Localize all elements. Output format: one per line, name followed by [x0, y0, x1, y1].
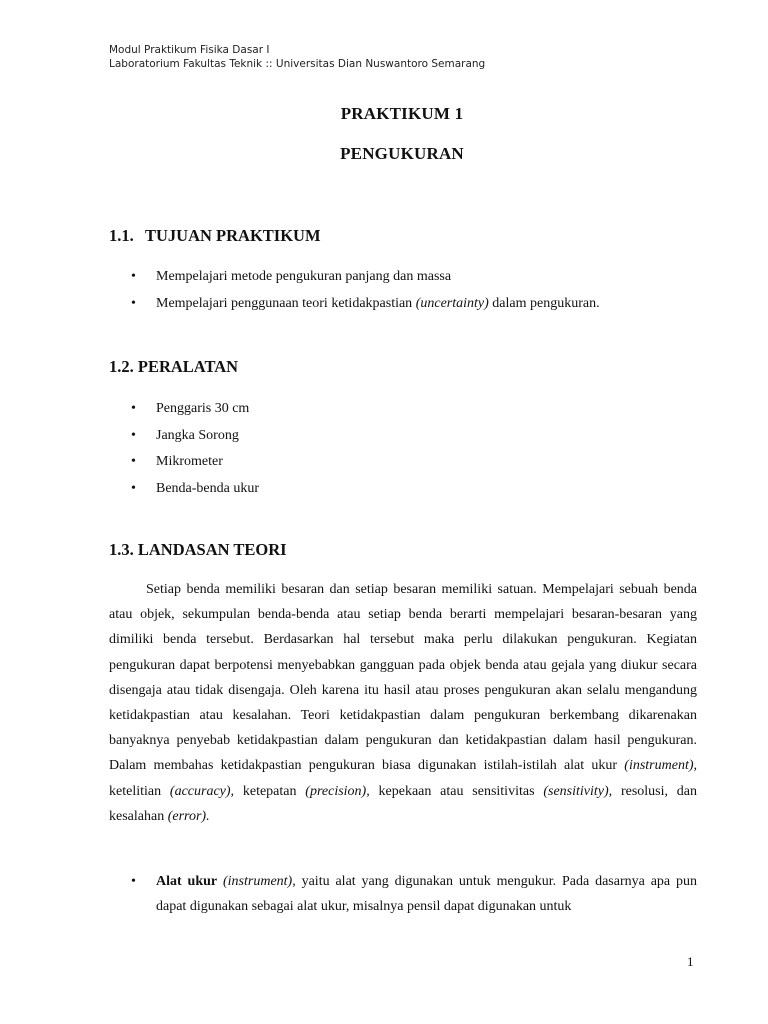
term-alat-ukur: Alat ukur: [156, 874, 218, 889]
tujuan-list: [131, 266, 600, 319]
section-number: 1.2.: [109, 357, 134, 376]
definition-alat-ukur: • Alat ukur (instrument), yaitu alat yang digunakan untuk mengukur. Pada dasarnya apa pun dapat digunakan sebagai alat ukur, misalnya pensil dapat digunakan untuk: [131, 869, 697, 919]
list-item: • Penggaris 30 cm: [131, 398, 259, 425]
list-item: • Benda-benda ukur: [131, 478, 259, 505]
section-heading-peralatan: [109, 357, 238, 377]
peralatan-list: [131, 398, 259, 504]
list-item: • Mikrometer: [131, 451, 259, 478]
section-title: LANDASAN TEORI: [137, 540, 287, 559]
section-title: PERALATAN: [137, 357, 239, 376]
section-heading-landasan-teori: [109, 540, 287, 560]
section-title: TUJUAN PRAKTIKUM: [145, 226, 321, 245]
section-number: 1.3.: [109, 540, 134, 559]
running-header: [109, 43, 485, 71]
list-item: • Jangka Sorong: [131, 425, 259, 452]
body-paragraph: Setiap benda memiliki besaran dan setiap besaran memiliki satuan. Mempelajari sebuah benda atau objek, sekumpulan benda-benda atau setiap benda berarti mempelajari besaran-besaran yang dimiliki benda tersebut. Berdasarkan hal tersebut maka perlu dilakukan pengukuran. Kegiatan pengukuran dapat berpotensi menyebabkan gangguan pada objek benda atau gejala yang diukur secara disengaja atau tidak disengaja. Oleh karena itu hasil atau proses pengukuran akan selalu mengandung ketidakpastian atau kesalahan. Teori ketidakpastian dalam pengukuran berkembang dikarenakan banyaknya penyebab ketidakpastian dalam pengukuran dan ketidakpastian dalam hasil pengukuran. Dalam membahas ketidakpastian pengukuran biasa digunakan istilah-istilah alat ukur (instrument), ketelitian (accuracy), ketepatan (precision), kepekaan atau sensitivitas (sensitivity), resolusi, dan kesalahan (error).: [109, 582, 698, 824]
header-line-2: Laboratorium Fakultas Teknik :: Universitas Dian Nuswantoro Semarang: [109, 58, 486, 70]
header-line-1: Modul Praktikum Fisika Dasar I: [109, 44, 270, 56]
title-pengukuran: PENGUKURAN: [340, 144, 464, 163]
section-heading-tujuan: [109, 226, 321, 246]
page-number: 1: [687, 954, 694, 969]
section-number: 1.1.: [109, 226, 134, 245]
list-item: • Mempelajari metode pengukuran panjang dan massa: [131, 266, 600, 293]
list-item: • Mempelajari penggunaan teori ketidakpastian (uncertainty) dalam pengukuran.: [131, 293, 600, 320]
title-praktikum: PRAKTIKUM 1: [340, 104, 464, 123]
bullet-icon: •: [131, 874, 136, 889]
